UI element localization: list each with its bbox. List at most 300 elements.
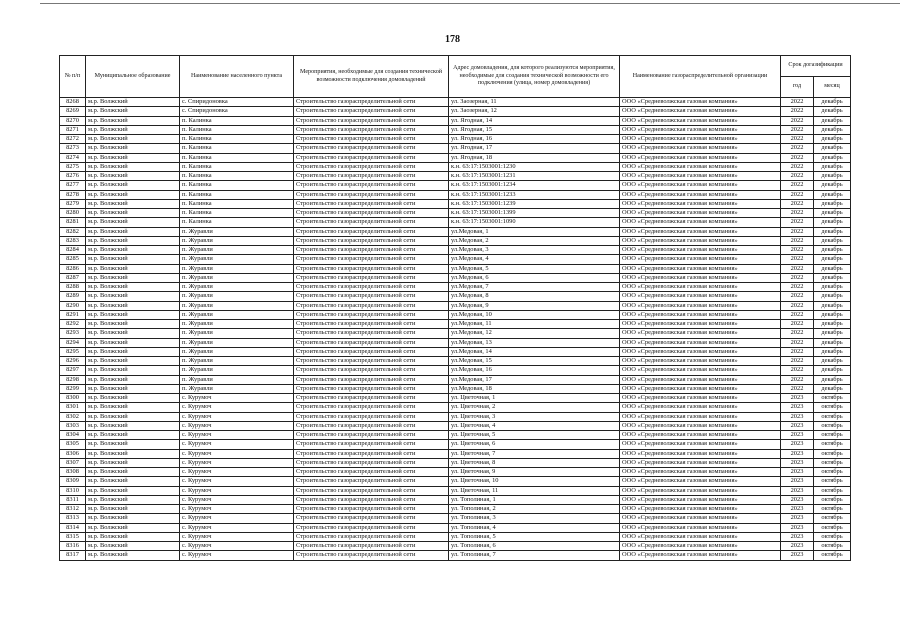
header-num: № п/п: [60, 56, 86, 98]
table-row: [60, 283, 851, 292]
row-number: 8286: [60, 264, 86, 273]
row-measure: Строительство газораспределительной сети: [294, 292, 449, 301]
row-year: 2022: [781, 384, 814, 393]
table-row: [60, 162, 851, 171]
row-month: октябрь: [814, 449, 851, 458]
row-number: 8308: [60, 468, 86, 477]
row-municipality: м.р. Волжский: [86, 431, 180, 440]
row-year: 2022: [781, 218, 814, 227]
row-address: ул.Медовая, 14: [449, 347, 620, 356]
table-row: [60, 181, 851, 190]
row-month: декабрь: [814, 357, 851, 366]
row-year: 2023: [781, 551, 814, 560]
row-address: ул. Заозерная, 12: [449, 107, 620, 116]
page-number: 178: [445, 34, 460, 45]
row-number: 8310: [60, 486, 86, 495]
row-number: 8285: [60, 255, 86, 264]
row-year: 2022: [781, 246, 814, 255]
row-locality: п. Журавли: [180, 283, 294, 292]
row-month: декабрь: [814, 384, 851, 393]
row-year: 2023: [781, 431, 814, 440]
row-number: 8311: [60, 495, 86, 504]
row-locality: п. Журавли: [180, 301, 294, 310]
row-month: октябрь: [814, 486, 851, 495]
row-number: 8297: [60, 366, 86, 375]
row-year: 2022: [781, 292, 814, 301]
row-address: к.н. 63:17:1503001:1239: [449, 199, 620, 208]
row-locality: с. Курумоч: [180, 532, 294, 541]
row-number: 8305: [60, 440, 86, 449]
row-address: к.н. 63:17:1503001:1231: [449, 172, 620, 181]
row-month: октябрь: [814, 514, 851, 523]
row-month: декабрь: [814, 227, 851, 236]
row-gas-org: ООО «Средневолжская газовая компания»: [620, 403, 781, 412]
row-locality: с. Курумоч: [180, 421, 294, 430]
row-gas-org: ООО «Средневолжская газовая компания»: [620, 514, 781, 523]
row-gas-org: ООО «Средневолжская газовая компания»: [620, 449, 781, 458]
row-municipality: м.р. Волжский: [86, 412, 180, 421]
row-month: декабрь: [814, 218, 851, 227]
row-locality: с. Курумоч: [180, 523, 294, 532]
row-locality: с. Курумоч: [180, 551, 294, 560]
row-year: 2022: [781, 107, 814, 116]
row-year: 2022: [781, 135, 814, 144]
row-address: к.н. 63:17:1503001:1230: [449, 162, 620, 171]
row-month: декабрь: [814, 329, 851, 338]
table-row: [60, 542, 851, 551]
row-measure: Строительство газораспределительной сети: [294, 283, 449, 292]
row-year: 2022: [781, 181, 814, 190]
row-gas-org: ООО «Средневолжская газовая компания»: [620, 172, 781, 181]
row-address: к.н. 63:17:1503001:1090: [449, 218, 620, 227]
row-year: 2023: [781, 412, 814, 421]
row-month: декабрь: [814, 292, 851, 301]
row-number: 8279: [60, 199, 86, 208]
row-municipality: м.р. Волжский: [86, 347, 180, 356]
row-number: 8313: [60, 514, 86, 523]
row-municipality: м.р. Волжский: [86, 246, 180, 255]
table-row: [60, 236, 851, 245]
row-municipality: м.р. Волжский: [86, 403, 180, 412]
row-number: 8306: [60, 449, 86, 458]
row-gas-org: ООО «Средневолжская газовая компания»: [620, 338, 781, 347]
row-locality: с. Курумоч: [180, 495, 294, 504]
row-locality: с. Курумоч: [180, 412, 294, 421]
row-year: 2022: [781, 227, 814, 236]
row-gas-org: ООО «Средневолжская газовая компания»: [620, 144, 781, 153]
row-gas-org: ООО «Средневолжская газовая компания»: [620, 125, 781, 134]
row-locality: п. Калинка: [180, 190, 294, 199]
row-month: декабрь: [814, 338, 851, 347]
row-number: 8317: [60, 551, 86, 560]
row-month: октябрь: [814, 495, 851, 504]
row-locality: с. Курумоч: [180, 440, 294, 449]
row-measure: Строительство газораспределительной сети: [294, 523, 449, 532]
row-locality: п. Калинка: [180, 181, 294, 190]
row-locality: п. Журавли: [180, 329, 294, 338]
row-number: 8284: [60, 246, 86, 255]
row-municipality: м.р. Волжский: [86, 116, 180, 125]
row-gas-org: ООО «Средневолжская газовая компания»: [620, 532, 781, 541]
row-measure: Строительство газораспределительной сети: [294, 375, 449, 384]
row-address: ул. Цветочная, 6: [449, 440, 620, 449]
row-address: ул.Медовая, 13: [449, 338, 620, 347]
row-locality: с. Курумоч: [180, 458, 294, 467]
row-locality: с. Спиридоновка: [180, 107, 294, 116]
row-address: ул.Медовая, 9: [449, 301, 620, 310]
row-address: ул. Тополиная, 5: [449, 532, 620, 541]
row-number: 8274: [60, 153, 86, 162]
table-row: [60, 347, 851, 356]
row-measure: Строительство газораспределительной сети: [294, 495, 449, 504]
table-row: [60, 551, 851, 560]
row-month: декабрь: [814, 172, 851, 181]
row-address: ул. Цветочная, 11: [449, 486, 620, 495]
row-number: 8278: [60, 190, 86, 199]
row-number: 8293: [60, 329, 86, 338]
row-year: 2022: [781, 301, 814, 310]
row-number: 8309: [60, 477, 86, 486]
row-number: 8288: [60, 283, 86, 292]
row-year: 2022: [781, 199, 814, 208]
row-month: декабрь: [814, 347, 851, 356]
row-gas-org: ООО «Средневолжская газовая компания»: [620, 458, 781, 467]
row-gas-org: ООО «Средневолжская газовая компания»: [620, 301, 781, 310]
row-measure: Строительство газораспределительной сети: [294, 440, 449, 449]
row-municipality: м.р. Волжский: [86, 292, 180, 301]
row-address: ул.Медовая, 15: [449, 357, 620, 366]
row-month: декабрь: [814, 310, 851, 319]
row-locality: с. Курумоч: [180, 403, 294, 412]
row-number: 8269: [60, 107, 86, 116]
row-address: ул. Цветочная, 1: [449, 394, 620, 403]
row-number: 8281: [60, 218, 86, 227]
row-year: 2022: [781, 329, 814, 338]
row-measure: Строительство газораспределительной сети: [294, 329, 449, 338]
row-number: 8300: [60, 394, 86, 403]
row-address: ул.Медовая, 8: [449, 292, 620, 301]
row-month: октябрь: [814, 394, 851, 403]
row-gas-org: ООО «Средневолжская газовая компания»: [620, 468, 781, 477]
row-locality: с. Спиридоновка: [180, 98, 294, 107]
row-municipality: м.р. Волжский: [86, 532, 180, 541]
row-month: октябрь: [814, 431, 851, 440]
row-measure: Строительство газораспределительной сети: [294, 477, 449, 486]
row-locality: п. Калинка: [180, 162, 294, 171]
row-gas-org: ООО «Средневолжская газовая компания»: [620, 227, 781, 236]
row-locality: с. Курумоч: [180, 514, 294, 523]
row-address: ул.Медовая, 5: [449, 264, 620, 273]
row-gas-org: ООО «Средневолжская газовая компания»: [620, 320, 781, 329]
row-address: ул. Заозерная, 11: [449, 98, 620, 107]
row-address: ул. Ягодная, 16: [449, 135, 620, 144]
row-gas-org: ООО «Средневолжская газовая компания»: [620, 283, 781, 292]
row-address: ул. Цветочная, 10: [449, 477, 620, 486]
row-measure: Строительство газораспределительной сети: [294, 320, 449, 329]
row-address: ул.Медовая, 11: [449, 320, 620, 329]
row-year: 2022: [781, 320, 814, 329]
row-municipality: м.р. Волжский: [86, 495, 180, 504]
row-year: 2023: [781, 403, 814, 412]
row-year: 2022: [781, 172, 814, 181]
row-year: 2023: [781, 449, 814, 458]
row-month: декабрь: [814, 98, 851, 107]
row-locality: п. Калинка: [180, 199, 294, 208]
table-row: [60, 532, 851, 541]
row-year: 2023: [781, 505, 814, 514]
row-gas-org: ООО «Средневолжская газовая компания»: [620, 551, 781, 560]
row-locality: с. Курумоч: [180, 477, 294, 486]
row-measure: Строительство газораспределительной сети: [294, 135, 449, 144]
row-locality: с. Курумоч: [180, 394, 294, 403]
row-number: 8299: [60, 384, 86, 393]
row-address: ул. Цветочная, 4: [449, 421, 620, 430]
row-year: 2023: [781, 542, 814, 551]
row-month: декабрь: [814, 144, 851, 153]
row-address: к.н. 63:17:1503001:1234: [449, 181, 620, 190]
row-year: 2022: [781, 153, 814, 162]
row-locality: с. Курумоч: [180, 468, 294, 477]
row-gas-org: ООО «Средневолжская газовая компания»: [620, 199, 781, 208]
row-measure: Строительство газораспределительной сети: [294, 468, 449, 477]
row-number: 8289: [60, 292, 86, 301]
header-locality: Наименование населенного пункта: [180, 56, 294, 98]
table-row: [60, 153, 851, 162]
row-address: ул. Цветочная, 2: [449, 403, 620, 412]
row-locality: п. Калинка: [180, 153, 294, 162]
table-row: [60, 468, 851, 477]
row-gas-org: ООО «Средневолжская газовая компания»: [620, 384, 781, 393]
row-number: 8296: [60, 357, 86, 366]
row-number: 8290: [60, 301, 86, 310]
row-measure: Строительство газораспределительной сети: [294, 107, 449, 116]
table-row: [60, 375, 851, 384]
row-number: 8271: [60, 125, 86, 134]
row-address: ул. Тополиная, 3: [449, 514, 620, 523]
row-municipality: м.р. Волжский: [86, 357, 180, 366]
row-locality: п. Калинка: [180, 209, 294, 218]
row-month: декабрь: [814, 375, 851, 384]
row-month: октябрь: [814, 458, 851, 467]
row-locality: п. Журавли: [180, 236, 294, 245]
row-address: ул. Цветочная, 3: [449, 412, 620, 421]
row-gas-org: ООО «Средневолжская газовая компания»: [620, 542, 781, 551]
row-number: 8277: [60, 181, 86, 190]
table-row: [60, 357, 851, 366]
row-address: ул. Ягодная, 15: [449, 125, 620, 134]
table-row: [60, 477, 851, 486]
row-gas-org: ООО «Средневолжская газовая компания»: [620, 98, 781, 107]
table-row: [60, 218, 851, 227]
row-gas-org: ООО «Средневолжская газовая компания»: [620, 440, 781, 449]
row-measure: Строительство газораспределительной сети: [294, 357, 449, 366]
row-month: декабрь: [814, 199, 851, 208]
row-month: декабрь: [814, 283, 851, 292]
row-month: октябрь: [814, 421, 851, 430]
row-address: ул.Медовая, 7: [449, 283, 620, 292]
header-municipality: Муниципальное образование: [86, 56, 180, 98]
row-month: декабрь: [814, 246, 851, 255]
row-gas-org: ООО «Средневолжская газовая компания»: [620, 310, 781, 319]
row-number: 8282: [60, 227, 86, 236]
row-measure: Строительство газораспределительной сети: [294, 227, 449, 236]
row-gas-org: ООО «Средневолжская газовая компания»: [620, 495, 781, 504]
row-measure: Строительство газораспределительной сети: [294, 347, 449, 356]
row-year: 2022: [781, 209, 814, 218]
row-year: 2022: [781, 310, 814, 319]
row-month: декабрь: [814, 301, 851, 310]
header-measures: Мероприятия, необходимые для создания технической возможности подключения домовладений: [294, 56, 449, 98]
row-month: декабрь: [814, 366, 851, 375]
row-year: 2023: [781, 495, 814, 504]
row-address: ул. Ягодная, 14: [449, 116, 620, 125]
row-month: декабрь: [814, 153, 851, 162]
row-municipality: м.р. Волжский: [86, 135, 180, 144]
row-month: декабрь: [814, 162, 851, 171]
row-measure: Строительство газораспределительной сети: [294, 190, 449, 199]
row-year: 2022: [781, 375, 814, 384]
row-month: октябрь: [814, 542, 851, 551]
table-row: [60, 458, 851, 467]
row-municipality: м.р. Волжский: [86, 162, 180, 171]
row-number: 8273: [60, 144, 86, 153]
row-year: 2023: [781, 458, 814, 467]
table-row: [60, 107, 851, 116]
row-gas-org: ООО «Средневолжская газовая компания»: [620, 477, 781, 486]
table-row: [60, 301, 851, 310]
row-municipality: м.р. Волжский: [86, 283, 180, 292]
row-year: 2022: [781, 283, 814, 292]
row-number: 8314: [60, 523, 86, 532]
table-row: [60, 505, 851, 514]
row-municipality: м.р. Волжский: [86, 468, 180, 477]
row-locality: п. Журавли: [180, 338, 294, 347]
row-gas-org: ООО «Средневолжская газовая компания»: [620, 505, 781, 514]
row-address: ул.Медовая, 4: [449, 255, 620, 264]
row-measure: Строительство газораспределительной сети: [294, 310, 449, 319]
row-municipality: м.р. Волжский: [86, 209, 180, 218]
row-address: ул.Медовая, 3: [449, 246, 620, 255]
row-year: 2022: [781, 357, 814, 366]
row-month: декабрь: [814, 181, 851, 190]
row-municipality: м.р. Волжский: [86, 190, 180, 199]
row-locality: п. Калинка: [180, 135, 294, 144]
row-number: 8287: [60, 273, 86, 282]
row-address: ул.Медовая, 2: [449, 236, 620, 245]
row-municipality: м.р. Волжский: [86, 384, 180, 393]
row-gas-org: ООО «Средневолжская газовая компания»: [620, 486, 781, 495]
row-municipality: м.р. Волжский: [86, 338, 180, 347]
table-row: [60, 292, 851, 301]
row-year: 2022: [781, 338, 814, 347]
row-municipality: м.р. Волжский: [86, 227, 180, 236]
row-year: 2022: [781, 144, 814, 153]
row-number: 8298: [60, 375, 86, 384]
row-measure: Строительство газораспределительной сети: [294, 449, 449, 458]
table-row: [60, 125, 851, 134]
row-municipality: м.р. Волжский: [86, 329, 180, 338]
row-month: октябрь: [814, 440, 851, 449]
row-month: октябрь: [814, 551, 851, 560]
table-row: [60, 412, 851, 421]
row-gas-org: ООО «Средневолжская газовая компания»: [620, 190, 781, 199]
row-measure: Строительство газораспределительной сети: [294, 264, 449, 273]
row-measure: Строительство газораспределительной сети: [294, 384, 449, 393]
row-gas-org: ООО «Средневолжская газовая компания»: [620, 209, 781, 218]
table-row: [60, 144, 851, 153]
row-measure: Строительство газораспределительной сети: [294, 505, 449, 514]
row-address: ул. Тополиная, 1: [449, 495, 620, 504]
row-year: 2022: [781, 236, 814, 245]
row-measure: Строительство газораспределительной сети: [294, 273, 449, 282]
row-measure: Строительство газораспределительной сети: [294, 153, 449, 162]
row-year: 2023: [781, 477, 814, 486]
row-number: 8291: [60, 310, 86, 319]
row-month: декабрь: [814, 209, 851, 218]
table-row: [60, 172, 851, 181]
table-row: [60, 431, 851, 440]
row-measure: Строительство газораспределительной сети: [294, 421, 449, 430]
row-gas-org: ООО «Средневолжская газовая компания»: [620, 162, 781, 171]
gasification-table: [59, 55, 851, 561]
row-gas-org: ООО «Средневолжская газовая компания»: [620, 153, 781, 162]
row-municipality: м.р. Волжский: [86, 181, 180, 190]
row-measure: Строительство газораспределительной сети: [294, 98, 449, 107]
row-locality: п. Журавли: [180, 246, 294, 255]
table-row: [60, 135, 851, 144]
row-municipality: м.р. Волжский: [86, 98, 180, 107]
row-gas-org: ООО «Средневолжская газовая компания»: [620, 412, 781, 421]
row-gas-org: ООО «Средневолжская газовая компания»: [620, 181, 781, 190]
row-municipality: м.р. Волжский: [86, 514, 180, 523]
row-address: ул. Тополиная, 4: [449, 523, 620, 532]
row-measure: Строительство газораспределительной сети: [294, 199, 449, 208]
row-number: 8272: [60, 135, 86, 144]
row-gas-org: ООО «Средневолжская газовая компания»: [620, 329, 781, 338]
row-month: декабрь: [814, 116, 851, 125]
row-month: декабрь: [814, 320, 851, 329]
row-month: декабрь: [814, 255, 851, 264]
row-number: 8294: [60, 338, 86, 347]
row-number: 8292: [60, 320, 86, 329]
row-number: 8280: [60, 209, 86, 218]
row-address: ул. Цветочная, 7: [449, 449, 620, 458]
row-locality: п. Калинка: [180, 172, 294, 181]
row-municipality: м.р. Волжский: [86, 523, 180, 532]
row-municipality: м.р. Волжский: [86, 440, 180, 449]
row-year: 2022: [781, 366, 814, 375]
row-address: ул.Медовая, 1: [449, 227, 620, 236]
row-measure: Строительство газораспределительной сети: [294, 366, 449, 375]
table-row: [60, 394, 851, 403]
row-address: ул. Цветочная, 8: [449, 458, 620, 467]
row-year: 2022: [781, 116, 814, 125]
table-row: [60, 514, 851, 523]
table-row: [60, 246, 851, 255]
table-row: [60, 384, 851, 393]
header-address: Адрес домовладения, для которого реализуются мероприятия, необходимые для создания технической возможности его подключения (улица, номер домовладения): [449, 56, 620, 98]
table-row: [60, 449, 851, 458]
row-gas-org: ООО «Средневолжская газовая компания»: [620, 431, 781, 440]
row-year: 2023: [781, 486, 814, 495]
table-row: [60, 486, 851, 495]
row-year: 2022: [781, 264, 814, 273]
row-measure: Строительство газораспределительной сети: [294, 412, 449, 421]
table-row: [60, 320, 851, 329]
row-gas-org: ООО «Средневолжская газовая компания»: [620, 264, 781, 273]
row-measure: Строительство газораспределительной сети: [294, 458, 449, 467]
row-year: 2022: [781, 273, 814, 282]
